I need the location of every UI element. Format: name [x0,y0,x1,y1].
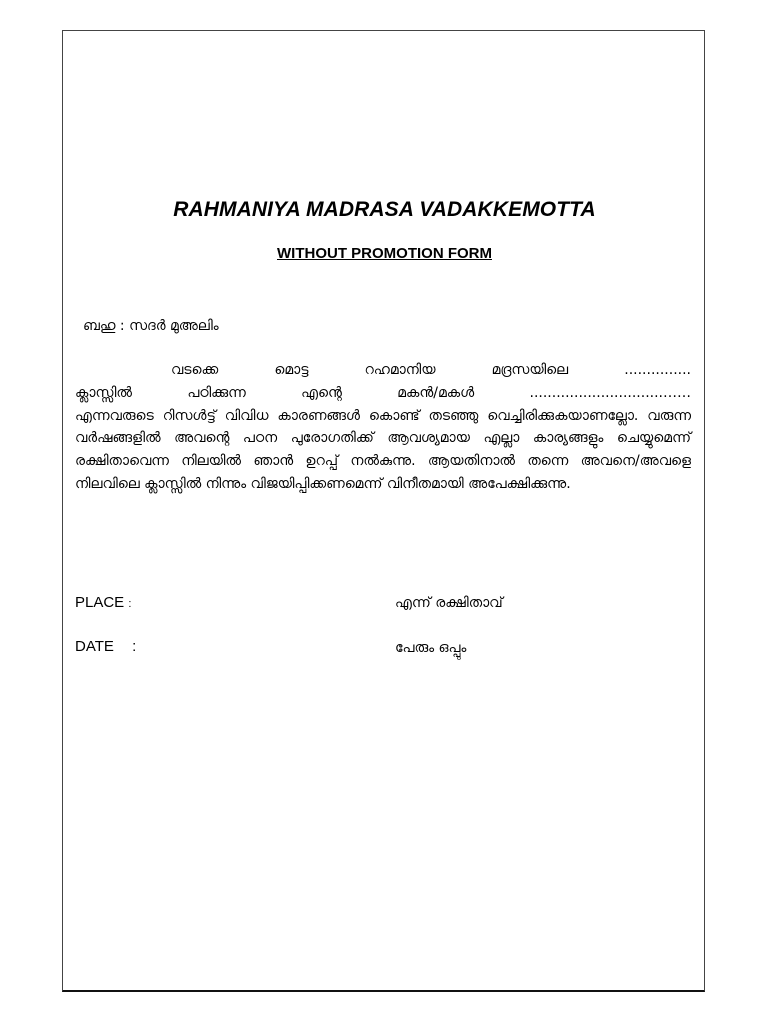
guardian-label: എന്ന് രക്ഷിതാവ് [395,595,503,611]
madrasa-title: RAHMANIYA MADRASA VADAKKEMOTTA [173,198,596,221]
date-label: DATE [75,638,114,655]
letter-line-student: ക്ലാസ്സിൽ പഠിക്കുന്ന എന്റെ മകൻ/മകൾ ..............................…… [75,384,691,401]
date-colon: : [132,638,137,655]
letter-paragraph: എന്നവരുടെ റിസൾട്ട് വിവിധ കാരണങ്ങൾ കൊണ്ട് തടഞ്ഞു വെച്ചിരിക്കുകയാണല്ലോ. വരുന്ന വർഷങ്ങളിൽ അവന്റെ പഠന പുരോഗതിക്ക് ആവശ്യമായ എല്ലാ കാര്യങ്ങളും ചെയ്യുമെന്ന് രക്ഷിതാവെന്ന നിലയിൽ ഞാൻ ഉറപ്പ് നൽകുന്നു. ആയതിനാൽ തന്നെ അവനെ/അവളെ നിലവിലെ ക്ലാസ്സിൽ നിന്നും വിജയിപ്പിക്കണമെന്ന് വിനീതമായി അപേക്ഷിക്കുന്നു. [75,407,691,492]
place-field [75,594,131,611]
letter-line-madrasa-class: വടക്കെ മൊട്ട റഹമാനിയ മദ്രസയിലെ ............... [171,362,691,378]
place-label: PLACE [75,594,125,611]
name-and-signature-label: പേരും ഒപ്പും [395,640,467,656]
form-subtitle: WITHOUT PROMOTION FORM [277,245,492,262]
date-field [75,638,136,655]
place-colon: : [128,598,132,610]
letter-body [75,359,691,496]
addressee-line: ബഹു : സദർ മുഅലിം [83,318,219,334]
form-page [62,30,705,992]
